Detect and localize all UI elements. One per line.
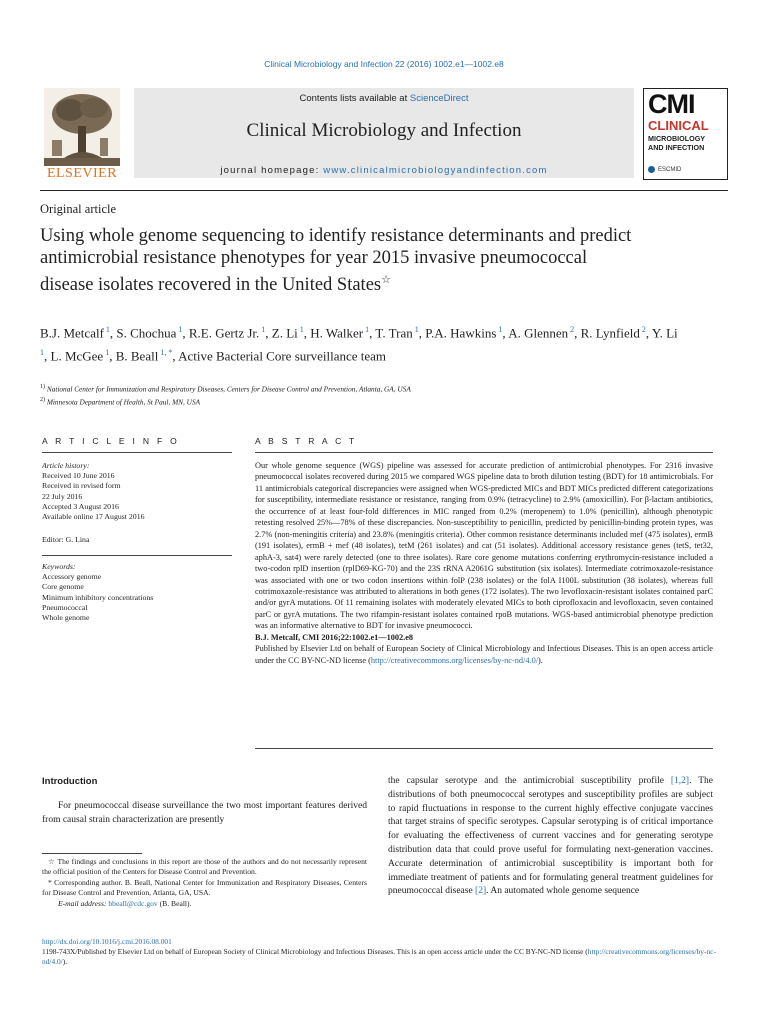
keywords-rule xyxy=(42,555,232,556)
author-name[interactable]: P.A. Hawkins xyxy=(425,325,497,341)
author-affiliation-marker[interactable]: 2 xyxy=(639,325,646,334)
keyword: Whole genome xyxy=(42,613,90,623)
history-revised-date: 22 July 2016 xyxy=(42,491,83,501)
abstract xyxy=(255,460,713,666)
author-affiliation-marker[interactable]: 1 xyxy=(103,325,110,334)
reference-link-2[interactable]: [2] xyxy=(475,886,487,897)
author-name[interactable]: A. Glennen xyxy=(508,325,569,341)
escmid-label: ESCMID xyxy=(658,166,682,173)
issn-close: ). xyxy=(62,957,68,967)
journal-banner xyxy=(134,88,634,178)
sciencedirect-link[interactable]: ScienceDirect xyxy=(409,93,469,104)
contents-prefix: Contents lists available at xyxy=(299,93,410,104)
affiliation-2-text: Minnesota Department of Health, St Paul, MN, USA xyxy=(46,397,201,407)
cmi-logo-microbiology: MICROBIOLOGY xyxy=(648,134,706,143)
intro-paragraph-left xyxy=(42,800,367,828)
footnotes xyxy=(42,857,367,909)
author-name[interactable]: R.E. Gertz Jr. xyxy=(188,325,260,341)
author-affiliation-marker[interactable]: 1 xyxy=(412,325,419,334)
publisher-note-text: Published by Elsevier Ltd on behalf of European Society of Clinical Microbiology and Infectious Diseases. This is an open access article under the CC BY-NC-ND license ( xyxy=(255,644,713,665)
contents-line xyxy=(134,93,634,104)
email-suffix: (B. Beall). xyxy=(157,898,192,908)
issn-note xyxy=(42,947,722,967)
keywords xyxy=(42,562,227,623)
journal-citation[interactable]: Clinical Microbiology and Infection 22 (2016) 1002.e1—1002.e8 xyxy=(264,59,504,69)
intro-right-text-c: . An automated whole genome sequence xyxy=(486,886,640,897)
intro-left-text: For pneumococcal disease surveillance the two most important features derived from causal strain characterization are presently xyxy=(42,801,367,825)
author-affiliation-marker[interactable]: 1 xyxy=(103,348,110,358)
article-type: Original article xyxy=(40,202,117,216)
author-affiliation-marker[interactable]: 1, * xyxy=(158,348,173,358)
journal-homepage xyxy=(134,165,634,176)
elsevier-tree-icon xyxy=(44,88,120,166)
author-affiliation-marker[interactable]: 1 xyxy=(363,325,370,334)
abstract-text: Our whole genome sequence (WGS) pipeline was assessed for accurate prediction of antimicrobial phenotypes. For 2316 invasive pneumococcal isolates recovered during 2015 we compared WGS pipeline data to broth dilution testing (BDT) for 18 antimicrobials. For 11 antimicrobials categorical discrepancies were assigned when WGS-predicted MICs and BDT MICs predicted different categorizations for susceptibility, intermediate resistance or resistance, ranging from 0.9% (tetracycline) to 2.9% (amoxicillin). For β-lactam antibiotics, the occurrence of at least four-fold differences in MIC ranged from 0.2% (meropenem) to 1.0% (penicillin), although phenotypic retesting resolved 25%—78% of these discrepancies. Non-susceptibility to penicillin, predicted by penicillin-binding protein types, was 2.7% (non-meningitis criteria) and 23.8% (meningitis criteria). Other common resistance determinants included mef (475 isolates), ermB (191 isolates), ermB + mef (48 isolates), tetM (261 isolates) and cat (51 isolates). Additional accessory resistance genes (tetS, tet32, aphA-3, sat4) were rarely detected (one to three isolates). Rare core genome mutations conferring erythromycin-resistance included a two-codon rplD insertion (rplD69-KG-70) and the 23S rRNA A2061G substitution (six isolates). Intermediate cotrimoxazole-resistance was associated with one or two codon insertions within folP (238 isolates) or the folA I100L substitution (38 isolates), whereas full cotrimoxazole-resistance was attributed to alterations in both genes (172 isolates). The two levofloxacin-resistant isolates contained parC and/or gyrA mutations. Of 11 remaining isolates with moderately elevated MICs to both ciprofloxacin and levofloxacin, seven contained parC or gyrA mutations. The two rifampin-resistant isolates contained rpoB mutations. WGS-based antimicrobial phenotype prediction was an informative alternative to BDT for invasive pneumococci. xyxy=(255,461,713,631)
footnote-star: ☆ The findings and conclusions in this report are those of the authors and do not necessarily represent the official position of the Centers for Disease Control and Prevention. xyxy=(42,857,367,877)
masthead xyxy=(40,88,728,184)
author-name[interactable]: Y. Li xyxy=(651,325,678,341)
affiliation-1 xyxy=(40,382,700,395)
author-affiliation-marker[interactable]: 1 xyxy=(259,325,266,334)
abstract-rule xyxy=(255,452,713,453)
article-history xyxy=(42,461,227,522)
reference-link-1-2[interactable]: [1,2] xyxy=(670,776,690,786)
article-info-heading: A R T I C L E I N F O xyxy=(42,436,180,446)
keyword: Minimum inhibitory concentrations xyxy=(42,592,154,602)
article-info-rule xyxy=(42,452,232,453)
author-name[interactable]: B.J. Metcalf xyxy=(40,325,104,341)
history-online: Available online 17 August 2016 xyxy=(42,512,145,522)
cmi-logo-text: CMI xyxy=(648,89,695,119)
doi-link[interactable]: http://dx.doi.org/10.1016/j.cmi.2016.08.001 xyxy=(42,937,172,946)
author-name[interactable]: Z. Li xyxy=(271,325,298,341)
issn-text: 1198-743X/Published by Elsevier Ltd on behalf of European Society of Clinical Microbiology and Infectious Diseases. This is an open access article under the CC BY-NC-ND license ( xyxy=(42,947,588,957)
affiliation-2 xyxy=(40,395,700,408)
affiliations xyxy=(40,382,700,408)
article-title xyxy=(40,225,640,296)
keyword: Accessory genome xyxy=(42,572,102,582)
history-revised: Received in revised form xyxy=(42,481,121,491)
author-name[interactable]: R. Lynfield xyxy=(580,325,640,341)
homepage-prefix: journal homepage: xyxy=(220,165,324,176)
footnote-rule xyxy=(42,853,142,854)
author-list: B.J. Metcalf $^1$, S. Chochua $^1$, R.E. Gertz Jr. $^1$, Z. Li $^1$, H. Walker $^1$, T. Tran $^1$, P.A. Hawkins $^1$, A. Glennen $^2$, R. Lynfield $^2$, Y. Li $^1$, L. McGee $^1$, B. Beall $^{1, *}$, Active Bacterial Core surveillance team xyxy=(40,325,678,364)
keyword: Pneumococcal xyxy=(42,602,88,612)
cmi-journal-cover[interactable] xyxy=(643,88,728,180)
abstract-publisher-note xyxy=(255,643,713,666)
intro-right-text-a: the capsular serotype and the antimicrobial susceptibility profile xyxy=(388,776,671,786)
affiliation-2-marker: 2) xyxy=(40,396,45,403)
header-divider xyxy=(40,190,728,191)
author-affiliation-marker[interactable]: 2 xyxy=(568,325,575,334)
keywords-label: Keywords: xyxy=(42,562,76,571)
author-name[interactable]: Active Bacterial Core surveillance team xyxy=(178,348,387,364)
author-affiliation-marker[interactable]: 1 xyxy=(496,325,503,334)
author-affiliation-marker[interactable]: 1 xyxy=(40,348,44,358)
abstract-bottom-rule xyxy=(255,748,713,749)
author-name[interactable]: S. Chochua xyxy=(116,325,177,341)
cmi-logo-infection: AND INFECTION xyxy=(648,143,705,152)
title-footnote-mark[interactable]: ☆ xyxy=(381,274,391,286)
homepage-link[interactable]: www.clinicalmicrobiologyandinfection.com xyxy=(323,165,548,176)
footer-license-link[interactable]: http://creativecommons.org/licenses/by-nc-nd/4.0/ xyxy=(42,947,716,967)
escmid-badge xyxy=(648,166,681,173)
keyword: Core genome xyxy=(42,582,84,592)
elsevier-wordmark: ELSEVIER xyxy=(46,166,118,181)
email-label: E-mail address: xyxy=(58,898,109,908)
history-label: Article history: xyxy=(42,461,90,470)
affiliation-1-text: National Center for Immunization and Respiratory Diseases, Centers for Disease Control and Prevention, Atlanta, GA, USA xyxy=(46,384,411,394)
introduction-heading: Introduction xyxy=(42,776,98,787)
author-affiliation-marker[interactable]: 1 xyxy=(297,325,304,334)
journal-title: Clinical Microbiology and Infection xyxy=(246,120,522,141)
publisher-note-close: ). xyxy=(538,655,543,665)
escmid-icon xyxy=(648,166,655,173)
email-link[interactable]: bbeall@cdc.gov xyxy=(108,898,158,908)
author-name[interactable]: L. McGee xyxy=(50,348,104,364)
footnote-corresponding: * Corresponding author. B. Beall, National Center for Immunization and Respiratory Diseases, Centers for Disease Control and Prevention, Atlanta, GA, USA. xyxy=(42,877,367,898)
abstract-citation: B.J. Metcalf, CMI 2016;22:1002.e1—1002.e8 xyxy=(255,632,414,642)
intro-paragraph-right xyxy=(388,775,713,899)
footnote-email xyxy=(42,899,367,909)
history-received: Received 10 June 2016 xyxy=(42,471,115,481)
abstract-heading: A B S T R A C T xyxy=(255,436,358,446)
affiliation-1-marker: 1) xyxy=(40,384,45,390)
cmi-logo-clinical: CLINICAL xyxy=(648,118,709,133)
author-name[interactable]: B. Beall xyxy=(115,348,159,364)
author-affiliation-marker[interactable]: 1 xyxy=(176,325,183,334)
elsevier-logo[interactable] xyxy=(40,88,124,180)
page-footer xyxy=(42,937,722,968)
license-link[interactable]: http://creativecommons.org/licenses/by-nc-nd/4.0/ xyxy=(370,655,539,665)
history-accepted: Accepted 3 August 2016 xyxy=(42,501,119,511)
article-title-text: Using whole genome sequencing to identify resistance determinants and predict antimicrobial resistance phenotypes for year 2015 invasive pneumococcal disease isolates recovered in the United States xyxy=(40,226,632,296)
author-name[interactable]: T. Tran xyxy=(375,325,413,341)
intro-right-text-b: . The distributions of both pneumococcal serotypes and susceptibility profiles are subject to rapid fluctuations in response to the current highly effective conjugate vaccines that target strains of specific serotypes. Capsular serotyping is of critical importance for evaluating the effectiveness of current vaccines and for generating serotype distribution data that could prove useful for formulating next-generation vaccines. Accurate determination of antimicrobial susceptibility is important both for immediate treatment of patients and for formulating general treatment guidelines for pneumococcal disease xyxy=(388,776,713,897)
editor: Editor: G. Lina xyxy=(42,535,90,544)
author-name[interactable]: H. Walker xyxy=(310,325,364,341)
